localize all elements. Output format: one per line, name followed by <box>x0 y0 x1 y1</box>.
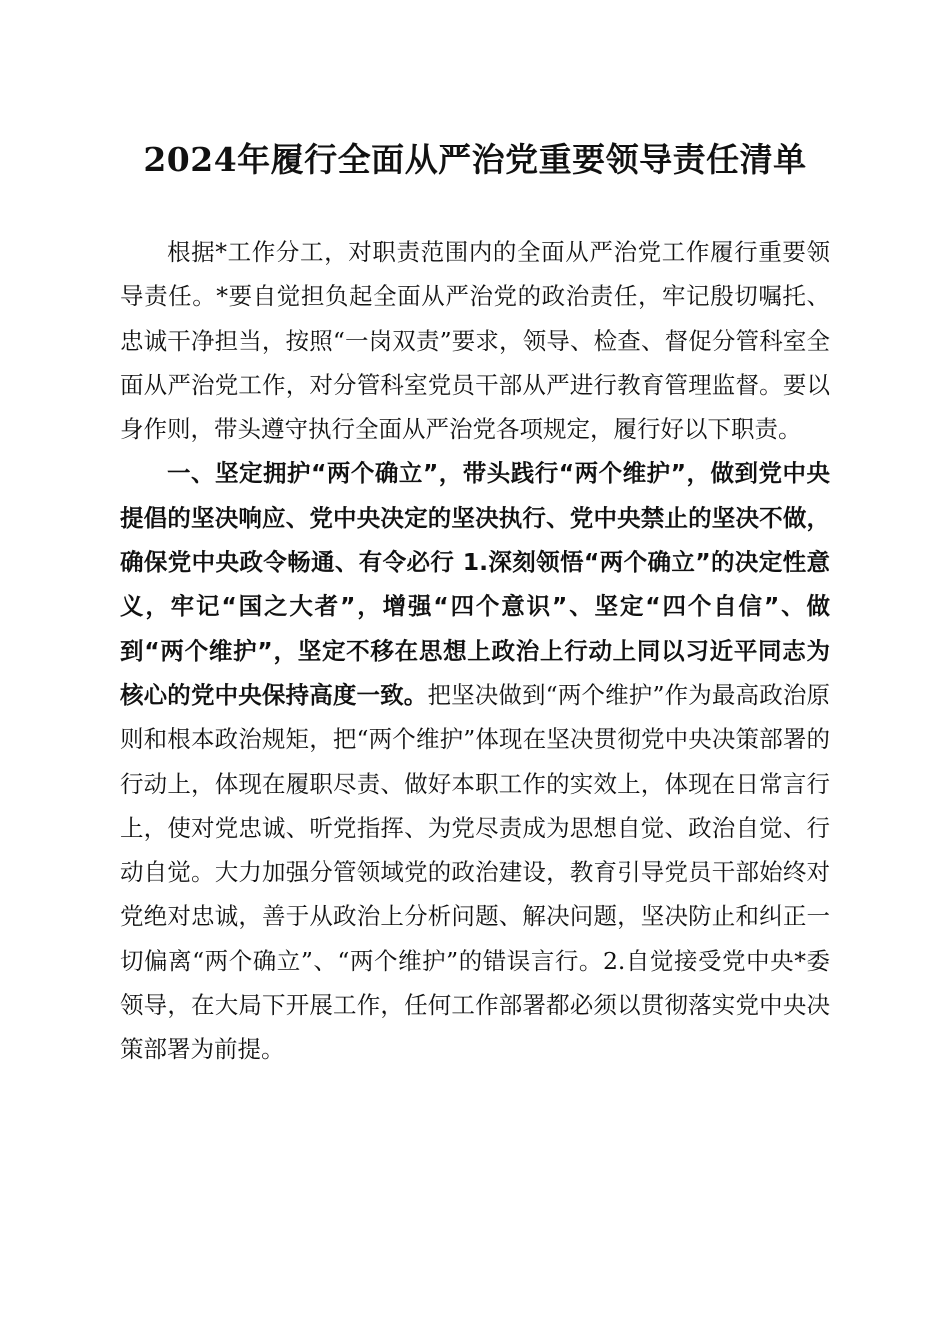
section-one-paragraph <box>120 451 830 1071</box>
document-body <box>120 230 830 1072</box>
intro-paragraph: 根据*工作分工，对职责范围内的全面从严治党工作履行重要领导责任。*要自觉担负起全面从严治党的政治责任，牢记殷切嘱托、忠诚干净担当，按照“一岗双责”要求，领导、检查、督促分管科室全面从严治党工作，对分管科室党员干部从严进行教育管理监督。要以身作则，带头遵守执行全面从严治党各项规定，履行好以下职责。 <box>120 238 830 444</box>
document-title: 2024年履行全面从严治党重要领导责任清单 <box>143 140 807 179</box>
section-one-heading: 一、坚定拥护“两个确立”，带头践行“两个维护”，做到党中央提倡的坚决响应、党中央决定的坚决执行、党中央禁止的坚决不做，确保党中央政令畅通、有令必行 1.深刻领悟“两个确立”的决定性意义，牢记“国之大者”，增强“四个意识”、坚定“四个自信”、做到“两个维护”，坚定不移在思想上政治上行动上同以习近平同志为核心的党中央保持高度一致。 <box>120 459 830 709</box>
section-one-body: 把坚决做到“两个维护”作为最高政治原则和根本政治规矩，把“两个维护”体现在坚决贯彻党中央决策部署的行动上，体现在履职尽责、做好本职工作的实效上，体现在日常言行上，使对党忠诚、听党指挥、为党尽责成为思想自觉、政治自觉、行动自觉。大力加强分管领域党的政治建设，教育引导党员干部始终对党绝对忠诚，善于从政治上分析问题、解决问题，坚决防止和纠正一切偏离“两个确立”、“两个维护”的错误言行。2.自觉接受党中央*委领导，在大局下开展工作，任何工作部署都必须以贯彻落实党中央决策部署为前提。 <box>120 680 830 1064</box>
